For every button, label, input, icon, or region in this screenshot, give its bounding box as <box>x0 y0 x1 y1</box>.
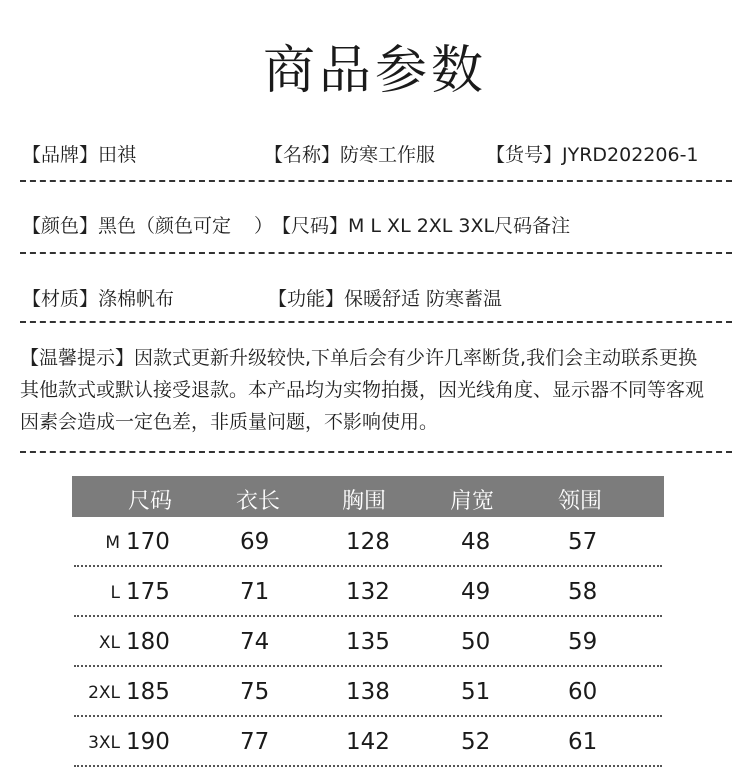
cell-collar: 57 <box>568 529 598 555</box>
param-size: 【尺码】M L XL 2XL 3XL尺码备注 <box>272 215 571 237</box>
cell-size-label: 3XL <box>88 733 120 753</box>
cell-chest: 142 <box>346 729 390 755</box>
table-row <box>72 717 664 767</box>
cell-chest: 132 <box>346 579 390 605</box>
header-cell-chest: 胸围 <box>342 489 387 514</box>
cell-shoulder: 48 <box>461 529 491 555</box>
cell-length: 69 <box>240 529 270 555</box>
notice-line: 【温馨提示】因款式更新升级较快,下单后会有少许几率断货,我们会主动联系更换 <box>20 347 698 369</box>
cell-size-label: 2XL <box>88 683 120 703</box>
size-table-header <box>72 476 664 517</box>
cell-shoulder: 50 <box>461 629 491 655</box>
param-function: 【功能】保暖舒适 防寒蓄温 <box>268 288 503 310</box>
cell-size-label: L <box>110 583 120 603</box>
dashed-divider <box>20 252 732 254</box>
param-sku: 【货号】JYRD202206-1 <box>486 144 699 166</box>
size-table <box>72 476 664 767</box>
cell-shoulder: 51 <box>461 679 491 705</box>
dashed-divider <box>20 321 732 323</box>
cell-collar: 59 <box>568 629 598 655</box>
notice-line: 其他款式或默认接受退款。本产品均为实物拍摄，因光线角度、显示器不同等客观 <box>20 379 705 401</box>
cell-height: 180 <box>126 629 170 655</box>
row-divider <box>74 765 662 767</box>
param-color: 【颜色】黑色（颜色可定 <box>22 215 232 237</box>
cell-shoulder: 49 <box>461 579 491 605</box>
dashed-divider <box>20 180 732 182</box>
cell-length: 77 <box>240 729 270 755</box>
header-cell-shoulder: 肩宽 <box>450 489 495 514</box>
cell-chest: 128 <box>346 529 390 555</box>
cell-collar: 61 <box>568 729 598 755</box>
table-row <box>72 567 664 617</box>
cell-height: 170 <box>126 529 170 555</box>
cell-chest: 135 <box>346 629 390 655</box>
dashed-divider <box>20 451 732 453</box>
param-color-close: ） <box>254 215 274 237</box>
page-title: 商品参数 <box>262 41 487 101</box>
notice-block <box>20 342 736 438</box>
param-name: 【名称】防寒工作服 <box>264 144 436 166</box>
cell-length: 74 <box>240 629 270 655</box>
cell-height: 190 <box>126 729 170 755</box>
header-cell-size: 尺码 <box>128 489 173 514</box>
cell-size-label: XL <box>98 633 120 653</box>
cell-height: 175 <box>126 579 170 605</box>
header-cell-length: 衣长 <box>236 489 281 514</box>
cell-collar: 60 <box>568 679 598 705</box>
table-row <box>72 667 664 717</box>
cell-chest: 138 <box>346 679 390 705</box>
cell-height: 185 <box>126 679 170 705</box>
cell-length: 71 <box>240 579 270 605</box>
header-cell-collar: 领围 <box>558 489 603 514</box>
param-brand: 【品牌】田祺 <box>22 144 137 166</box>
cell-shoulder: 52 <box>461 729 491 755</box>
notice-line: 因素会造成一定色差，非质量问题，不影响使用。 <box>20 411 439 433</box>
cell-collar: 58 <box>568 579 598 605</box>
table-row <box>72 517 664 567</box>
cell-length: 75 <box>240 679 270 705</box>
cell-size-label: M <box>105 533 120 553</box>
table-row <box>72 617 664 667</box>
param-material: 【材质】涤棉帆布 <box>22 288 175 310</box>
